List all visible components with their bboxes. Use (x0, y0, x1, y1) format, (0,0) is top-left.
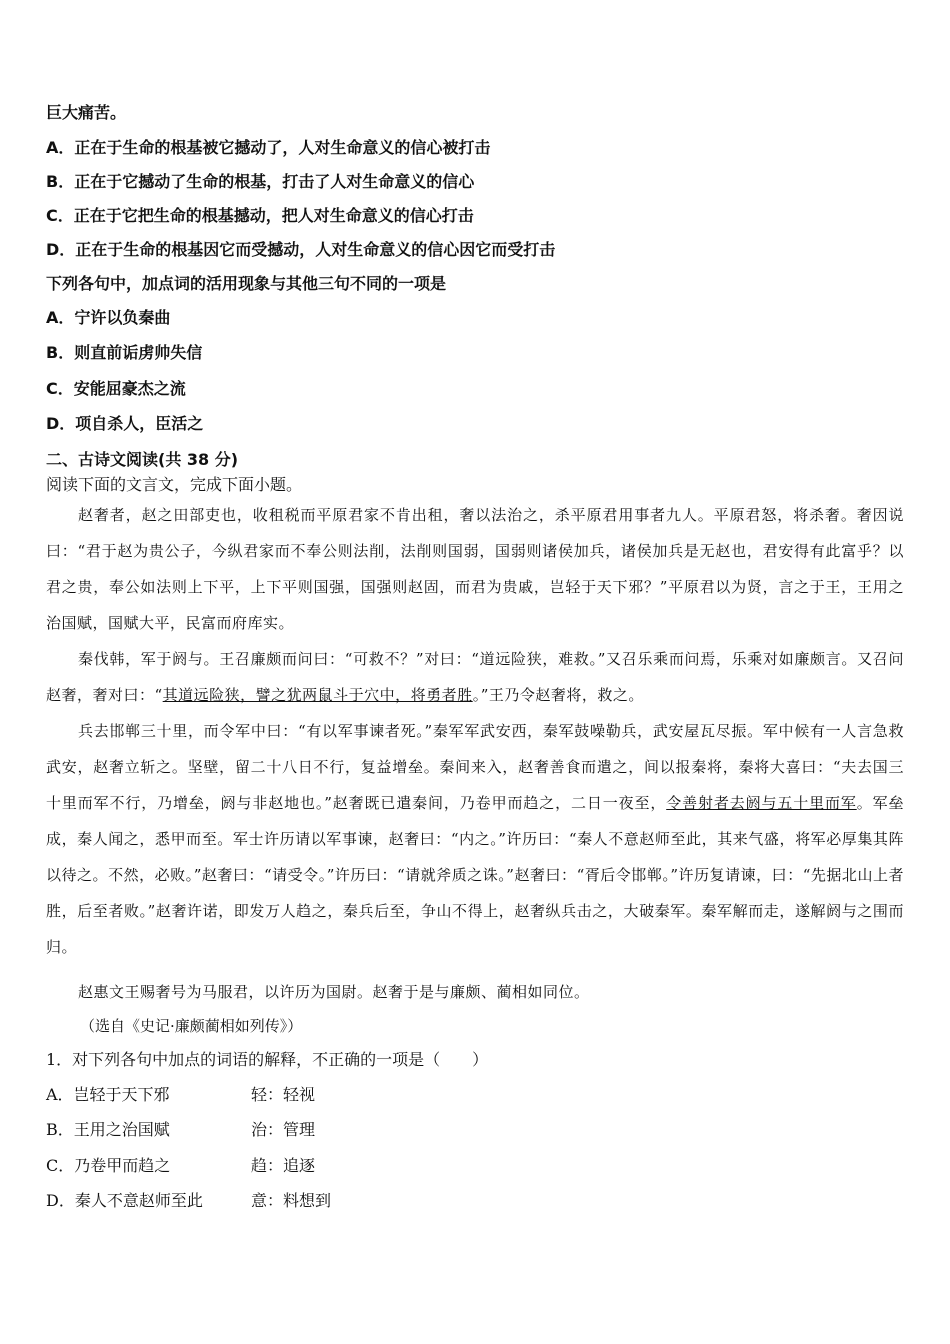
q1-option-b-explain: 治：管理 (251, 1120, 316, 1139)
word-option-c: C．安能屈豪杰之流 (46, 379, 186, 398)
p2-underlined: 其道远险狭，譬之犹两鼠斗于穴中，将勇者胜 (162, 686, 473, 704)
q1-option-d-explain: 意：料想到 (251, 1191, 332, 1210)
word-option-b: B．则直前诟虏帅失信 (46, 343, 203, 362)
section-instruction: 阅读下面的文言文，完成下面小题。 (46, 475, 303, 494)
word-question-stem: 下列各句中，加点词的活用现象与其他三句不同的一项是 (46, 274, 447, 293)
q1-option-c (46, 1153, 315, 1176)
q1-option-c-label: C．乃卷甲而趋之 (46, 1156, 171, 1175)
passage-paragraph-4: 赵惠文王赐奢号为马服君，以许历为国尉。赵奢于是与廉颇、蔺相如同位。 (78, 983, 590, 1001)
q1-option-a (46, 1082, 315, 1105)
q1-option-c-explain: 趋：追逐 (251, 1156, 316, 1175)
p2-text-a: 秦伐韩，军于阏与。王召廉颇而问曰：“可救不？”对曰：“道远险狭，难救。”又召乐乘而问焉，乐乘对如廉颇言。又召问赵奢，奢对曰：“ (46, 650, 904, 704)
p3-text-b: 。军垒成，秦人闻之，悉甲而至。军士许历请以军事谏，赵奢曰：“内之。”许历曰：“秦人不意赵师至此，其来气盛，将军必厚集其阵以待之。不然，必败。”赵奢曰：“请受令。”许历曰：“请就斧质之诛。”赵奢曰：“胥后令邯郸。”许历复请谏，曰：“先据北山上者胜，后至者败。”赵奢许诺，即发万人趋之，秦兵后至，争山不得上，赵奢纵兵击之，大破秦军。秦军解而走，遂解阏与之围而归。 (46, 794, 904, 956)
q1-option-b (46, 1117, 315, 1140)
prev-option-d: D．正在于生命的根基因它而受撼动，人对生命意义的信心因它而受打击 (46, 240, 556, 259)
word-option-d: D．项自杀人，臣活之 (46, 414, 204, 433)
prev-option-b: B．正在于它撼动了生命的根基，打击了人对生命意义的信心 (46, 172, 475, 191)
passage-paragraph-1: 赵奢者，赵之田部吏也，收租税而平原君家不肯出租，奢以法治之，杀平原君用事者九人。平原君怒，将杀奢。奢因说曰：“君于赵为贵公子，今纵君家而不奉公则法削，法削则国弱，国弱则诸侯加兵，诸侯加兵是无赵也，君安得有此富乎？以君之贵，奉公如法则上下平，上下平则国强，国强则赵固，而君为贵戚，岂轻于天下邪？”平原君以为贤，言之于王，王用之治国赋，国赋大平，民富而府库实。 (46, 506, 904, 632)
passage-paragraph-3 (46, 713, 904, 965)
q1-option-d-label: D．秦人不意赵师至此 (46, 1191, 203, 1210)
q1-option-d (46, 1188, 331, 1211)
passage-paragraph-2 (46, 641, 904, 713)
q1-option-a-explain: 轻：轻视 (251, 1085, 316, 1104)
q1-option-b-label: B．王用之治国赋 (46, 1120, 170, 1139)
prev-question-tail: 巨大痛苦。 (46, 103, 127, 122)
prev-option-c: C．正在于它把生命的根基撼动，把人对生命意义的信心打击 (46, 206, 474, 225)
q1-option-a-label: A．岂轻于天下邪 (46, 1085, 170, 1104)
p3-text-a: 兵去邯郸三十里，而令军中曰：“有以军事谏者死。”秦军军武安西，秦军鼓噪勒兵，武安屋瓦尽振。军中候有一人言急救武安，赵奢立斩之。坚壁，留二十八日不行，复益增垒。秦间来入，赵奢善食而遣之，间以报秦将，秦将大喜曰：“夫去国三十里而军不行，乃增垒，阏与非赵地也。”赵奢既已遣秦间，乃卷甲而趋之，二日一夜至， (46, 722, 904, 812)
section-title: 二、古诗文阅读(共 38 分) (46, 450, 239, 469)
passage-source: （选自《史记·廉颇蔺相如列传》） (80, 1017, 303, 1035)
p3-underlined: 令善射者去阏与五十里而军 (666, 794, 857, 812)
q1-stem: 1．对下列各句中加点的词语的解释，不正确的一项是（ ） (46, 1050, 489, 1069)
p2-text-b: 。”王乃令赵奢将，救之。 (472, 686, 644, 704)
prev-option-a: A．正在于生命的根基被它撼动了，人对生命意义的信心被打击 (46, 138, 491, 157)
word-option-a: A．宁许以负秦曲 (46, 308, 171, 327)
